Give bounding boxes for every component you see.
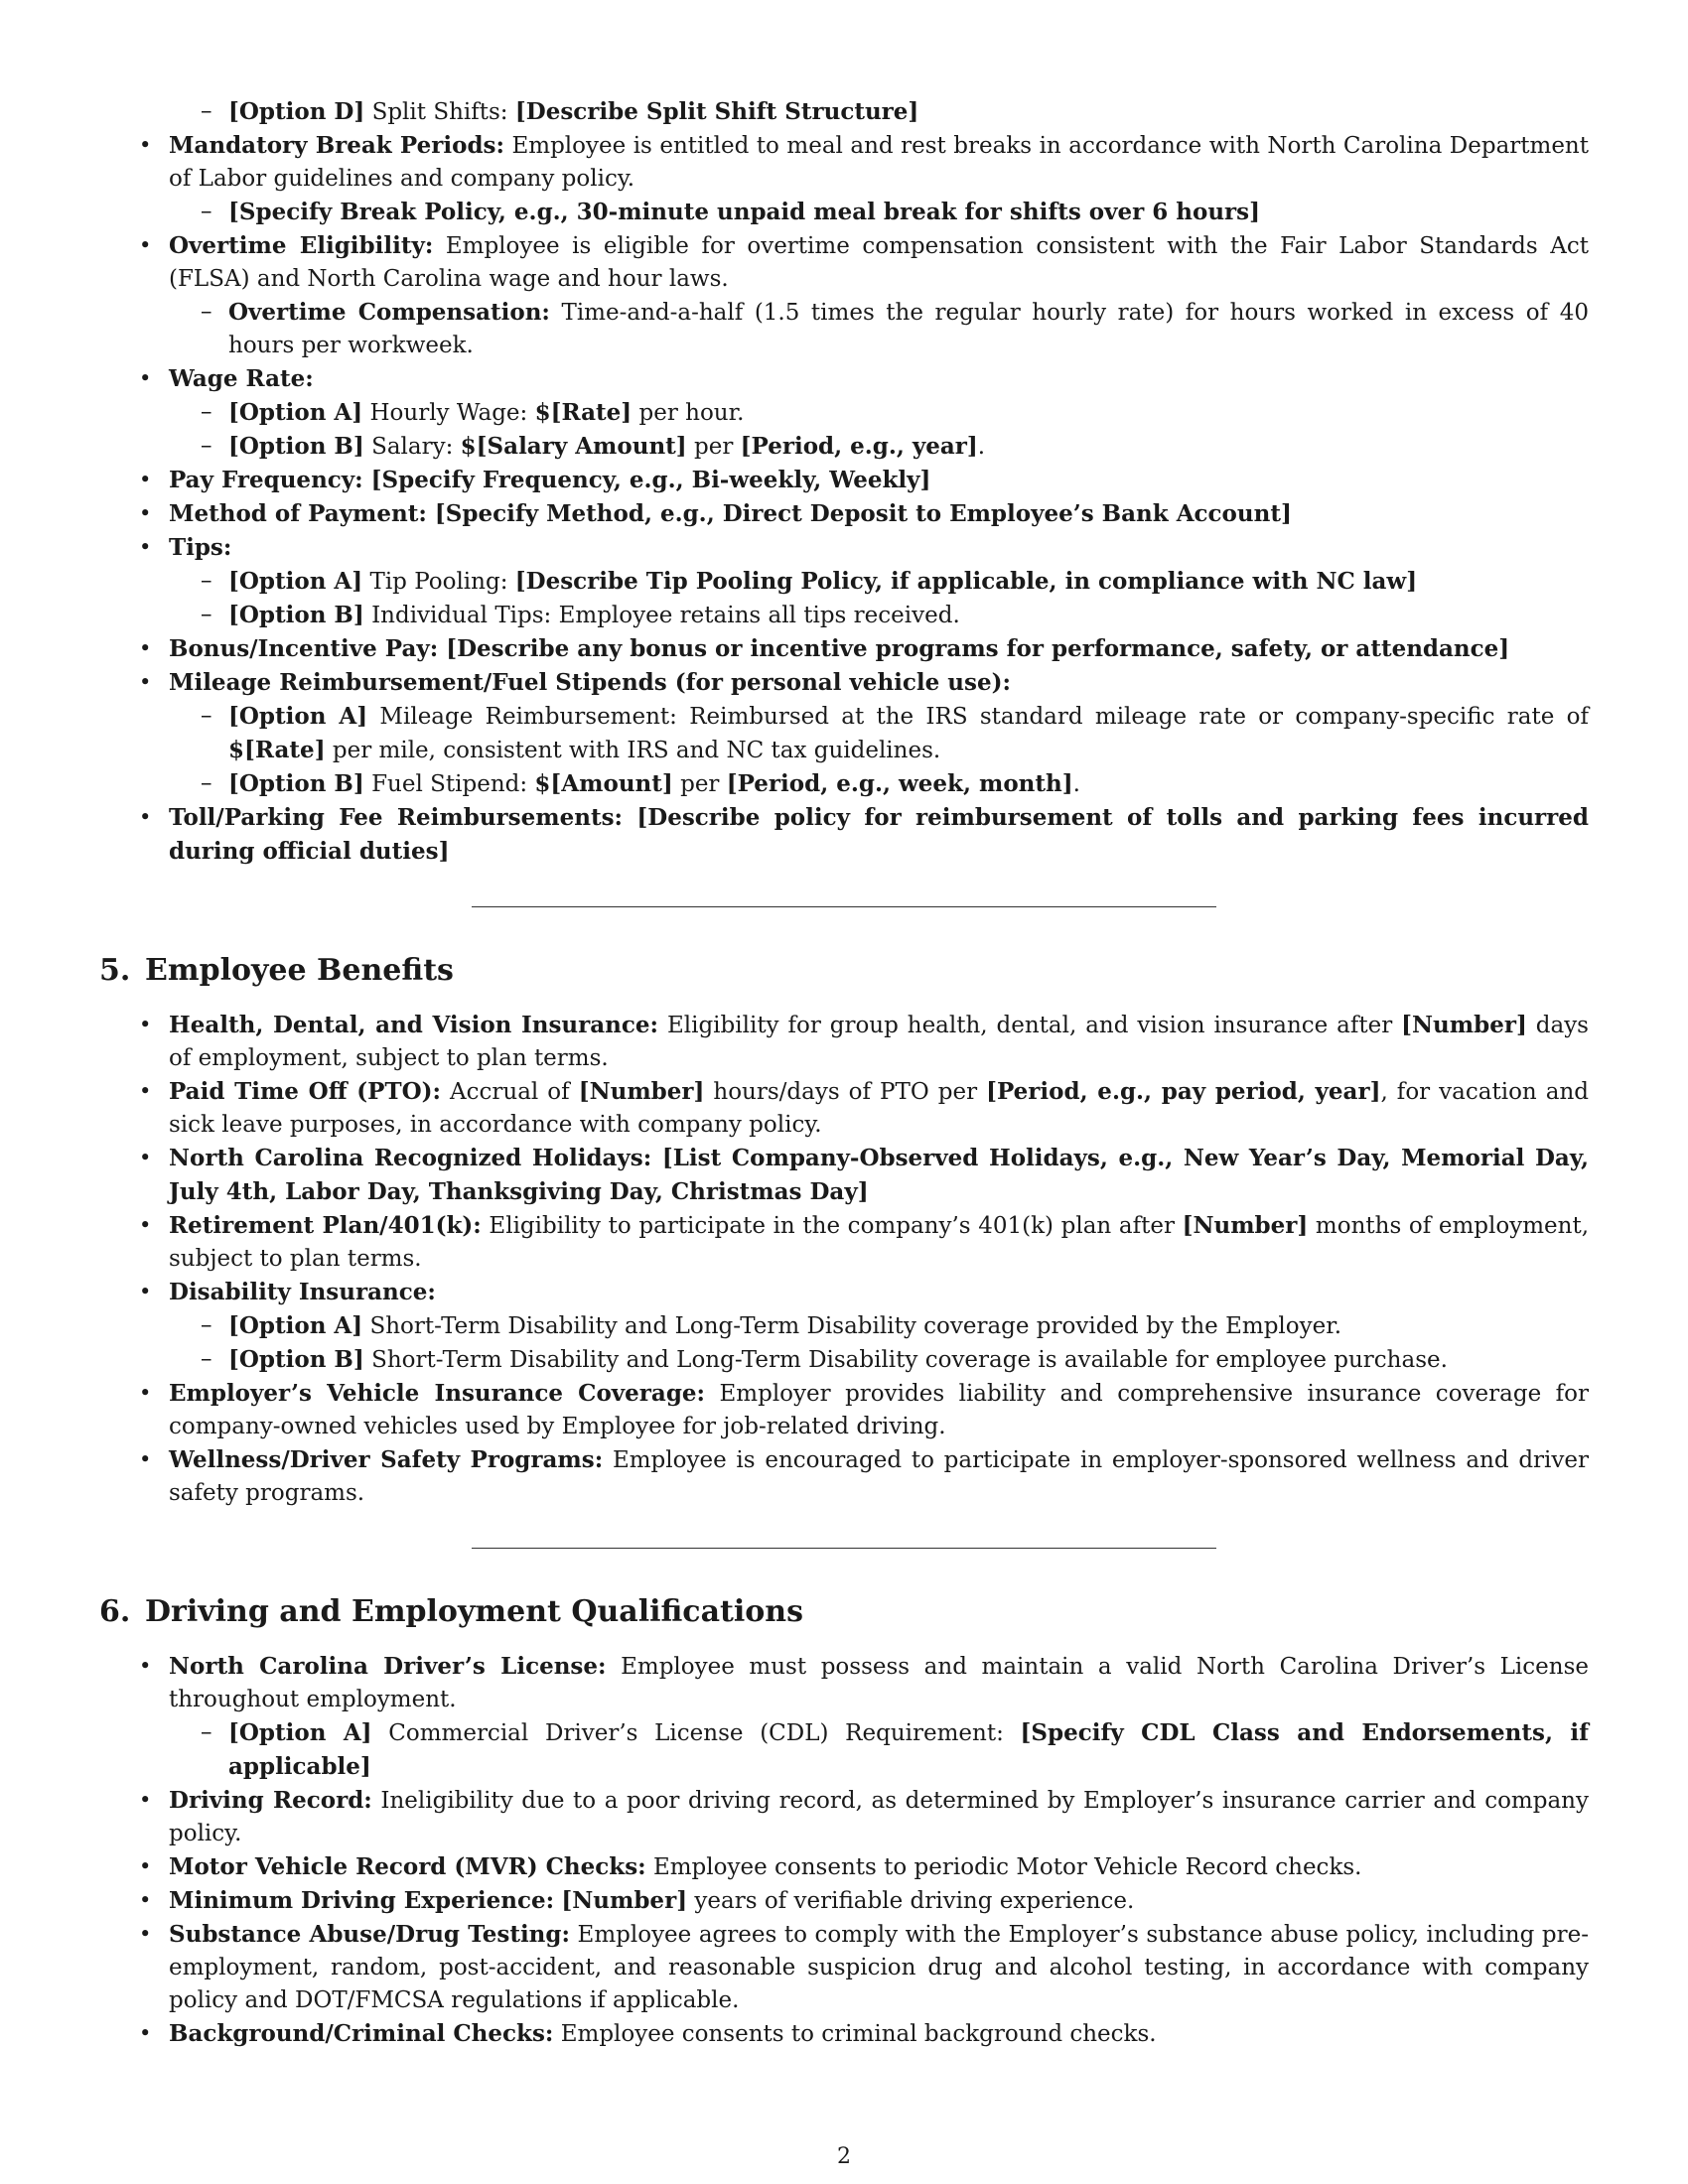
document-body xyxy=(99,95,1589,2051)
list-item-text: [Option A] Commercial Driver’s License (CDL) Requirement: [Specify CDL Class and Endorsements, if applicable] xyxy=(228,1719,1589,1780)
list-item xyxy=(99,1850,1589,1884)
list-item xyxy=(99,666,1589,700)
list-item-text: Driving Record: Ineligibility due to a poor driving record, as determined by Employer’s insurance carrier and company policy. xyxy=(169,1787,1589,1846)
list-item-text: [Option A] Hourly Wage: $[Rate] per hour. xyxy=(228,399,745,426)
list-item-text: [Option B] Short-Term Disability and Long-Term Disability coverage is available for employee purchase. xyxy=(228,1346,1448,1373)
list-item xyxy=(99,1443,1589,1510)
list-item-text: North Carolina Recognized Holidays: [List Company-Observed Holidays, e.g., New Year’s Day, Memorial Day, July 4th, Labor Day, Thanksgiving Day, Christmas Day] xyxy=(169,1145,1589,1205)
list-item xyxy=(99,1884,1589,1918)
bullet-marker: • xyxy=(139,233,152,257)
sub-list-item xyxy=(99,430,1589,464)
sub-list-item xyxy=(99,767,1589,801)
list-item xyxy=(99,2017,1589,2051)
list-item xyxy=(99,497,1589,531)
section-title-text: Driving and Employment Qualifications xyxy=(145,1594,803,1629)
list-item xyxy=(99,1377,1589,1443)
list-item-text: [Option A] Mileage Reimbursement: Reimbursed at the IRS standard mileage rate or company-specific rate of $[Rate] per mile, consistent with IRS and NC tax guidelines. xyxy=(228,703,1589,763)
bullet-marker: • xyxy=(139,805,152,829)
bullet-marker: • xyxy=(139,1213,152,1237)
dash-marker: – xyxy=(201,770,212,796)
section-number: 6. xyxy=(99,1594,131,1629)
bullet-marker: • xyxy=(139,1146,152,1169)
list-item xyxy=(99,229,1589,296)
dash-marker: – xyxy=(201,1312,212,1338)
sub-list-item xyxy=(99,95,1589,129)
list-item xyxy=(99,801,1589,869)
list-item-text: [Option B] Fuel Stipend: $[Amount] per [Period, e.g., week, month]. xyxy=(228,770,1080,797)
list-item-text: Method of Payment: [Specify Method, e.g., Direct Deposit to Employee’s Bank Account] xyxy=(169,500,1292,527)
sub-list-item xyxy=(99,1309,1589,1343)
list-item-text: [Option B] Individual Tips: Employee retains all tips received. xyxy=(228,602,960,628)
bullet-marker: • xyxy=(139,1922,152,1946)
list-item-text: Minimum Driving Experience: [Number] years of verifiable driving experience. xyxy=(169,1887,1135,1914)
list-item-text: Background/Criminal Checks: Employee consents to criminal background checks. xyxy=(169,2020,1157,2047)
list-item-text: [Specify Break Policy, e.g., 30-minute unpaid meal break for shifts over 6 hours] xyxy=(228,199,1261,225)
section-heading xyxy=(99,951,1589,991)
list-item xyxy=(99,1075,1589,1142)
dash-marker: – xyxy=(201,199,212,224)
list-item-text: [Option D] Split Shifts: [Describe Split Shift Structure] xyxy=(228,98,919,125)
list-item-text: Wage Rate: xyxy=(169,365,314,392)
sub-list-item xyxy=(99,565,1589,599)
bullet-marker: • xyxy=(139,366,152,390)
list-item xyxy=(99,531,1589,565)
list-item-text: Mandatory Break Periods: Employee is entitled to meal and rest breaks in accordance with North Carolina Department of Labor guidelines and company policy. xyxy=(169,132,1589,192)
bullet-marker: • xyxy=(139,133,152,157)
section-heading xyxy=(99,1592,1589,1632)
list-item-text: Motor Vehicle Record (MVR) Checks: Employee consents to periodic Motor Vehicle Record checks. xyxy=(169,1853,1362,1880)
dash-marker: – xyxy=(201,1719,212,1745)
dash-marker: – xyxy=(201,602,212,627)
dash-marker: – xyxy=(201,568,212,594)
sub-list-item xyxy=(99,296,1589,362)
list-item xyxy=(99,1009,1589,1075)
bullet-marker: • xyxy=(139,1788,152,1812)
bullet-marker: • xyxy=(139,501,152,525)
bullet-marker: • xyxy=(139,1854,152,1878)
page-number: 2 xyxy=(837,2144,851,2169)
dash-marker: – xyxy=(201,703,212,729)
sub-list-item xyxy=(99,196,1589,229)
bullet-marker: • xyxy=(139,1381,152,1405)
list-item-text: North Carolina Driver’s License: Employee must possess and maintain a valid North Carolina Driver’s License throughout employment. xyxy=(169,1653,1589,1712)
section-title-text: Employee Benefits xyxy=(145,953,454,988)
list-item xyxy=(99,1784,1589,1850)
list-item xyxy=(99,1918,1589,2017)
list-item xyxy=(99,1142,1589,1209)
bullet-marker: • xyxy=(139,2021,152,2045)
list-item-text: Health, Dental, and Vision Insurance: Eligibility for group health, dental, and vision insurance after [Number] days of employment, subject to plan terms. xyxy=(169,1012,1589,1071)
bullet-marker: • xyxy=(139,670,152,694)
bullet-marker: • xyxy=(139,1280,152,1303)
dash-marker: – xyxy=(201,399,212,425)
bullet-marker: • xyxy=(139,1888,152,1912)
list-item-text: Pay Frequency: [Specify Frequency, e.g., Bi-weekly, Weekly] xyxy=(169,467,931,493)
section-divider xyxy=(472,1548,1216,1549)
list-item-text: Substance Abuse/Drug Testing: Employee agrees to comply with the Employer’s substance abuse policy, including pre-employment, random, post-accident, and reasonable suspicion drug and alcohol testing, in accordance with company policy and DOT/FMCSA regulations if applicable. xyxy=(169,1921,1589,2013)
section-number: 5. xyxy=(99,953,131,988)
list-item-text: Disability Insurance: xyxy=(169,1279,436,1305)
list-item xyxy=(99,362,1589,396)
list-item-text: Retirement Plan/401(k): Eligibility to participate in the company’s 401(k) plan after [Number] months of employment, subject to plan terms. xyxy=(169,1212,1590,1272)
list-item xyxy=(99,632,1589,666)
dash-marker: – xyxy=(201,98,212,124)
list-item-text: Bonus/Incentive Pay: [Describe any bonus or incentive programs for performance, safety, or attendance] xyxy=(169,635,1510,662)
bullet-marker: • xyxy=(139,1654,152,1678)
bullet-marker: • xyxy=(139,636,152,660)
section-divider xyxy=(472,906,1216,907)
list-item xyxy=(99,464,1589,497)
list-item-text: Toll/Parking Fee Reimbursements: [Describe policy for reimbursement of tolls and parking fees incurred during official duties] xyxy=(169,804,1589,865)
list-item xyxy=(99,1650,1589,1716)
dash-marker: – xyxy=(201,433,212,459)
list-item xyxy=(99,1276,1589,1309)
bullet-marker: • xyxy=(139,1447,152,1471)
list-item-text: [Option B] Salary: $[Salary Amount] per [Period, e.g., year]. xyxy=(228,433,986,460)
dash-marker: – xyxy=(201,299,212,325)
sub-list-item xyxy=(99,599,1589,632)
bullet-marker: • xyxy=(139,1079,152,1103)
sub-list-item xyxy=(99,700,1589,767)
list-item xyxy=(99,129,1589,196)
list-item-text: [Option A] Short-Term Disability and Long-Term Disability coverage provided by the Employer. xyxy=(228,1312,1342,1339)
sub-list-item xyxy=(99,1716,1589,1784)
list-item-text: Mileage Reimbursement/Fuel Stipends (for personal vehicle use): xyxy=(169,669,1011,696)
list-item-text: Paid Time Off (PTO): Accrual of [Number] hours/days of PTO per [Period, e.g., pay period, year], for vacation and sick leave purposes, in accordance with company policy. xyxy=(169,1078,1590,1138)
list-item-text: Tips: xyxy=(169,534,232,561)
list-item xyxy=(99,1209,1589,1276)
bullet-marker: • xyxy=(139,1013,152,1036)
list-item-text: Employer’s Vehicle Insurance Coverage: Employer provides liability and comprehensive insurance coverage for company-owned vehicles used by Employee for job-related driving. xyxy=(169,1380,1589,1439)
sub-list-item xyxy=(99,1343,1589,1377)
bullet-marker: • xyxy=(139,468,152,491)
sub-list-item xyxy=(99,396,1589,430)
list-item-text: Wellness/Driver Safety Programs: Employee is encouraged to participate in employer-sponsored wellness and driver safety programs. xyxy=(169,1446,1589,1506)
list-item-text: Overtime Compensation: Time-and-a-half (1.5 times the regular hourly rate) for hours worked in excess of 40 hours per workweek. xyxy=(228,299,1589,358)
list-item-text: Overtime Eligibility: Employee is eligible for overtime compensation consistent with the Fair Labor Standards Act (FLSA) and North Carolina wage and hour laws. xyxy=(169,232,1589,292)
dash-marker: – xyxy=(201,1346,212,1372)
bullet-marker: • xyxy=(139,535,152,559)
list-item-text: [Option A] Tip Pooling: [Describe Tip Pooling Policy, if applicable, in compliance with NC law] xyxy=(228,568,1418,595)
